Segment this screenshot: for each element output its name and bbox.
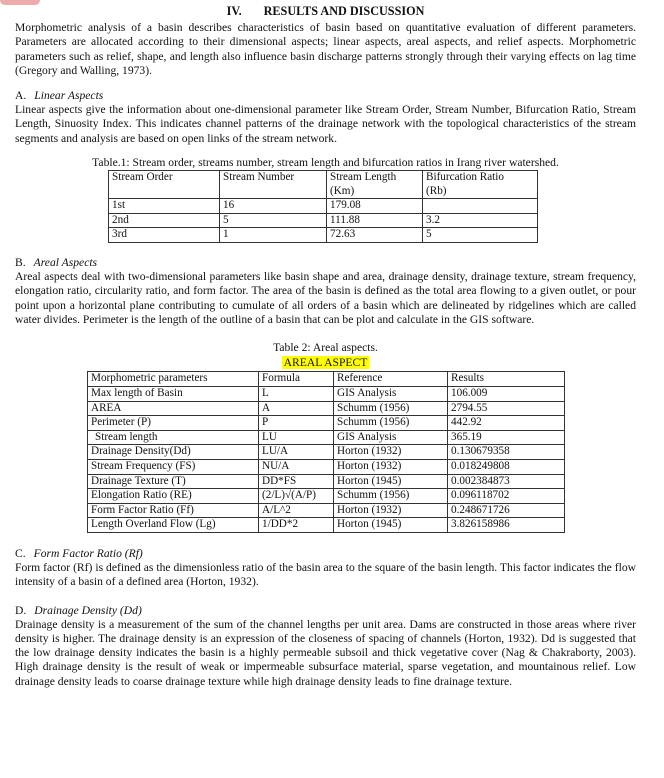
table-cell: A/L^2 bbox=[259, 503, 334, 518]
table-header-cell: Formula bbox=[259, 372, 334, 387]
table-cell: 3.2 bbox=[423, 213, 538, 228]
linear-aspects-paragraph: Linear aspects give the information about one-dimensional parameter like Stream Order, Stream Number, Bifurcation Ratio, Stream Length, Sinuosity Index. This indicates channel patterns of the drainage network with the topological characteristics of the stream segments and analysis are based on open links of the stream network. bbox=[15, 103, 636, 145]
table-cell: NU/A bbox=[259, 459, 334, 474]
table-row bbox=[109, 213, 538, 228]
table-cell: 2794.55 bbox=[448, 401, 565, 416]
linear-aspects-heading bbox=[15, 89, 636, 103]
table-cell: 1/DD*2 bbox=[259, 518, 334, 533]
table2-caption: Table 2: Areal aspects. bbox=[273, 341, 378, 355]
form-factor-heading bbox=[15, 547, 636, 561]
table-cell: Drainage Texture (T) bbox=[88, 474, 259, 489]
table-header-cell: Bifurcation Ratio (Rb) bbox=[423, 171, 538, 199]
form-factor-letter: C. bbox=[15, 546, 26, 560]
table-header-cell: Stream Number bbox=[220, 171, 327, 199]
form-factor-paragraph: Form factor (Rf) is defined as the dimensionless ratio of the basin area to the square of the basin length. This factor indicates the flow intensity of a basin of a defined area (Horton, 1932). bbox=[15, 561, 636, 589]
table-header-row bbox=[88, 372, 565, 387]
table-row bbox=[88, 518, 565, 533]
table-cell: 1st bbox=[109, 199, 220, 214]
table-cell: P bbox=[259, 416, 334, 431]
table-cell: 106.009 bbox=[448, 387, 565, 402]
table-cell: 5 bbox=[423, 228, 538, 243]
drainage-density-title: Drainage Density (Dd) bbox=[34, 603, 142, 617]
areal-aspect-banner bbox=[15, 356, 636, 370]
table-header-cell: Stream Length (Km) bbox=[327, 171, 423, 199]
table-cell: 3.826158986 bbox=[448, 518, 565, 533]
areal-aspects-letter: B. bbox=[15, 256, 26, 269]
areal-aspects-heading bbox=[15, 256, 636, 270]
table-header-cell: Results bbox=[448, 372, 565, 387]
areal-aspects-title: Areal Aspects bbox=[33, 256, 98, 269]
table-cell: Schumm (1956) bbox=[334, 489, 448, 504]
table-cell: 0.130679358 bbox=[448, 445, 565, 460]
section-title: RESULTS AND DISCUSSION bbox=[263, 4, 425, 18]
table-cell: 0.096118702 bbox=[448, 489, 565, 504]
section-heading bbox=[15, 4, 636, 18]
document-page bbox=[15, 4, 636, 689]
table-cell: 0.248671726 bbox=[448, 503, 565, 518]
table-row bbox=[88, 445, 565, 460]
table-row bbox=[88, 474, 565, 489]
drainage-density-heading bbox=[15, 604, 636, 618]
table-row bbox=[109, 228, 538, 243]
table-cell: Form Factor Ratio (Ff) bbox=[88, 503, 259, 518]
table-row bbox=[88, 416, 565, 431]
table-cell: DD*FS bbox=[259, 474, 334, 489]
table-cell: 1 bbox=[220, 228, 327, 243]
section-number: IV. bbox=[226, 4, 242, 18]
table-cell: 111.88 bbox=[327, 213, 423, 228]
table-cell: Stream Frequency (FS) bbox=[88, 459, 259, 474]
table-cell: Schumm (1956) bbox=[334, 416, 448, 431]
areal-aspects-table bbox=[87, 371, 565, 533]
table-header-cell: Reference bbox=[334, 372, 448, 387]
table-cell: Length Overland Flow (Lg) bbox=[88, 518, 259, 533]
table-cell: 0.018249808 bbox=[448, 459, 565, 474]
table-cell: 3rd bbox=[109, 228, 220, 243]
linear-aspects-letter: A. bbox=[15, 89, 27, 103]
form-factor-title: Form Factor Ratio (Rf) bbox=[33, 546, 143, 560]
table-row bbox=[88, 459, 565, 474]
table-cell: Horton (1932) bbox=[334, 445, 448, 460]
table-cell: AREA bbox=[88, 401, 259, 416]
table-cell: 5 bbox=[220, 213, 327, 228]
table-cell: Horton (1945) bbox=[334, 474, 448, 489]
table-cell: GIS Analysis bbox=[334, 430, 448, 445]
table-cell: 442.92 bbox=[448, 416, 565, 431]
table-cell: Elongation Ratio (RE) bbox=[88, 489, 259, 504]
table-cell: Max length of Basin bbox=[88, 387, 259, 402]
areal-aspects-paragraph: Areal aspects deal with two-dimensional parameters like basin shape and area, drainage density, drainage texture, stream frequency, elongation ratio, circularity ratio, and form factor. The area of the basin is defined as the total area flowing to a given outlet, or pour point upon a horizontal plane contributing to cumulate of all orders of a basin which are delineated by ridgelines which are called water divides. Perimeter is the length of the outline of a basin that can be plot and calculate in the GIS software. bbox=[15, 270, 636, 326]
table-cell: GIS Analysis bbox=[334, 387, 448, 402]
table-cell: Horton (1932) bbox=[334, 459, 448, 474]
table-cell: Horton (1932) bbox=[334, 503, 448, 518]
table-cell: 16 bbox=[220, 199, 327, 214]
table-cell: Stream length bbox=[88, 430, 259, 445]
table-cell: Perimeter (P) bbox=[88, 416, 259, 431]
drainage-density-letter: D. bbox=[15, 603, 27, 617]
table-row bbox=[88, 401, 565, 416]
stream-order-table bbox=[108, 170, 538, 243]
table-row bbox=[88, 503, 565, 518]
linear-aspects-title: Linear Aspects bbox=[34, 89, 104, 103]
intro-paragraph: Morphometric analysis of a basin describes characteristics of basin based on quantitative evaluation of different parameters. Parameters are allocated according to their dimensional aspects; linear aspects, areal aspects, and relief aspects. Morphometric parameters such as relief, shape, and length also influence basin discharge patterns strongly through their varying effects on lag time (Gregory and Walling, 1973). bbox=[15, 21, 636, 77]
table-cell: Drainage Density(Dd) bbox=[88, 445, 259, 460]
table-header-cell: Morphometric parameters bbox=[88, 372, 259, 387]
table-cell: Schumm (1956) bbox=[334, 401, 448, 416]
table-cell: LU bbox=[259, 430, 334, 445]
table-cell: L bbox=[259, 387, 334, 402]
table-header-cell: Stream Order bbox=[109, 171, 220, 199]
table-header-row bbox=[109, 171, 538, 199]
table-row bbox=[109, 199, 538, 214]
table-cell: 2nd bbox=[109, 213, 220, 228]
table-cell: 365.19 bbox=[448, 430, 565, 445]
table-row bbox=[88, 430, 565, 445]
table-cell: 0.002384873 bbox=[448, 474, 565, 489]
table-cell: LU/A bbox=[259, 445, 334, 460]
table-cell: 179.08 bbox=[327, 199, 423, 214]
drainage-density-paragraph: Drainage density is a measurement of the sum of the channel lengths per unit area. Dams are constructed in those areas where river density is higher. The drainage density is an expression of the closeness of spacing of channels (Horton, 1932). Dd is suggested that the low drainage density indicates the basin is a highly permeable subsoil and thick vegetative cover (Nag & Chakraborty, 2003). High drainage density is the result of weak or impermeable subsurface material, sparse vegetation, and mountainous relief. Low drainage density leads to coarse drainage texture while high drainage density leads to fine drainage texture. bbox=[15, 617, 636, 688]
table-cell bbox=[423, 199, 538, 214]
table1-caption: Table.1: Stream order, streams number, stream length and bifurcation ratios in Irang river watershed. bbox=[92, 155, 559, 169]
table-cell: Horton (1945) bbox=[334, 518, 448, 533]
table-row bbox=[88, 489, 565, 504]
table-cell: A bbox=[259, 401, 334, 416]
table-row bbox=[88, 387, 565, 402]
table-cell: (2/L)√(A/P) bbox=[259, 489, 334, 504]
table-cell: 72.63 bbox=[327, 228, 423, 243]
areal-aspect-banner-text: AREAL ASPECT bbox=[283, 356, 368, 370]
